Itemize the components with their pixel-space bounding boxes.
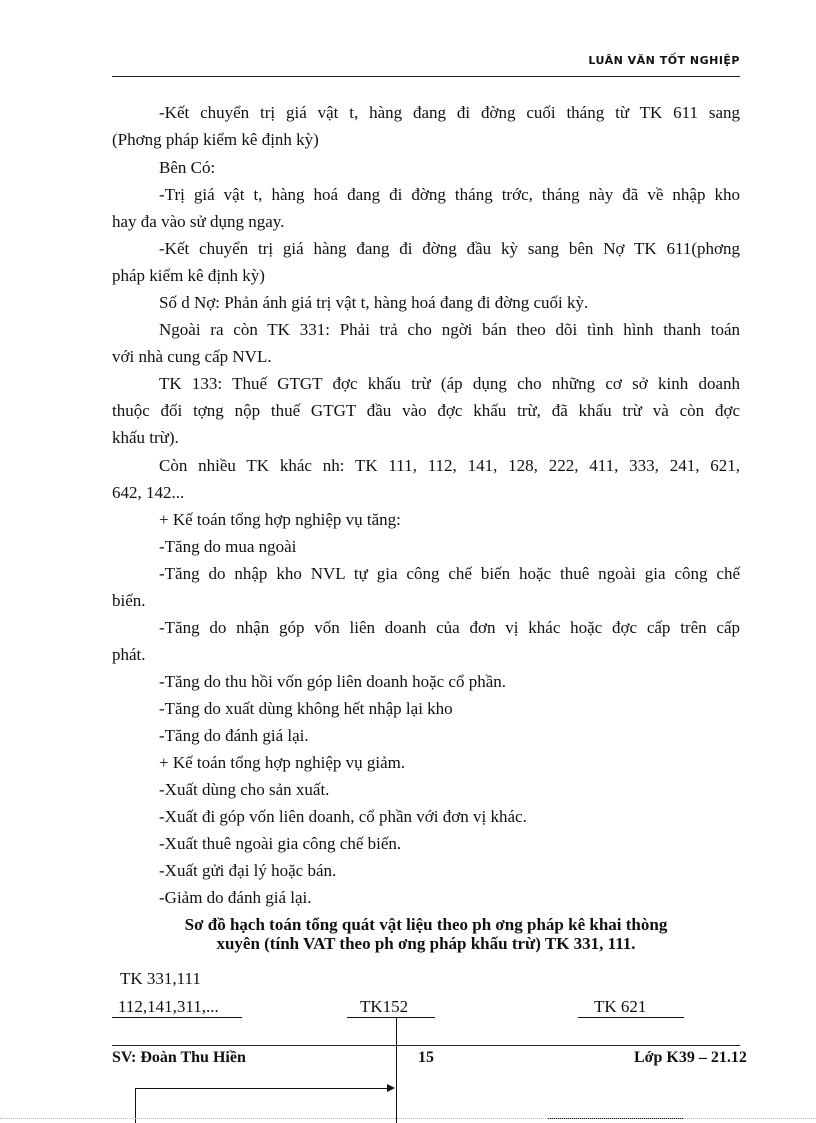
diagram-t-account-rule-tk152 <box>347 1017 435 1018</box>
body-line: hay đa vào sử dụng ngay. <box>112 212 285 231</box>
body-line: -Tăng do nhập kho NVL tự gia công chế biến hoặc thuê ngoài gia công chế <box>159 564 740 583</box>
body-line: -Tăng do nhận góp vốn liên doanh của đơn vị khác hoặc đợc cấp trên cấp <box>159 618 740 637</box>
body-line: -Kết chuyển trị giá hàng đang đi đờng đầu kỳ sang bên Nợ TK 611(phơng <box>159 239 740 258</box>
arrowhead-icon <box>387 1084 395 1092</box>
diagram-label-accounts: 112,141,311,... <box>118 997 219 1016</box>
diagram-label-tk331: TK 331,111 <box>120 969 201 988</box>
page-bottom-edge <box>0 1118 816 1119</box>
body-line: -Tăng do mua ngoài <box>159 537 297 556</box>
body-line: khấu trừ). <box>112 428 179 447</box>
body-line: biến. <box>112 591 146 610</box>
body-line: -Xuất đi góp vốn liên doanh, cổ phần với đơn vị khác. <box>159 807 527 826</box>
body-line: thuộc đối tợng nộp thuế GTGT đầu vào đợc khấu trừ, đã khấu trừ và còn đợc <box>112 401 740 420</box>
header-rule <box>112 76 740 77</box>
diagram-t-account-rule-left <box>112 1017 242 1018</box>
body-line: (Phơng pháp kiểm kê định kỳ) <box>112 130 319 149</box>
diagram-label-tk152: TK152 <box>360 997 409 1016</box>
body-line: -Tăng do xuất dùng không hết nhập lại kho <box>159 699 453 718</box>
body-line: pháp kiểm kê định kỳ) <box>112 266 265 285</box>
diagram-t-account-rule-tk621 <box>578 1017 684 1018</box>
body-line: Còn nhiều TK khác nh: TK 111, 112, 141, 128, 222, 411, 333, 241, 621, <box>159 456 740 475</box>
diagram-title-line2: xuyên (tính VAT theo ph ơng pháp khấu trừ) TK 331, 111. <box>216 934 636 953</box>
body-line: Ngoài ra còn TK 331: Phải trả cho ngời bán theo dõi tình hình thanh toán <box>159 320 740 339</box>
footer-page-number: 15 <box>418 1049 434 1066</box>
body-line: -Trị giá vật t, hàng hoá đang đi đờng tháng trớc, tháng này đã về nhập kho <box>159 185 740 204</box>
diagram-title-line1: Sơ đồ hạch toán tổng quát vật liệu theo ph ơng pháp kê khai thòng <box>184 915 668 934</box>
body-line: TK 133: Thuế GTGT đợc khấu trừ (áp dụng cho những cơ sở kinh doanh <box>159 374 740 393</box>
body-line: Số d Nợ: Phản ánh giá trị vật t, hàng hoá đang đi đờng cuối kỳ. <box>159 293 589 312</box>
diagram-tk152-axis <box>396 1017 397 1123</box>
diagram-connector-arrow-line <box>135 1088 387 1089</box>
body-line: + Kế toán tổng hợp nghiệp vụ tăng: <box>159 510 401 529</box>
body-line: -Tăng do đánh giá lại. <box>159 726 309 745</box>
body-line: với nhà cung cấp NVL. <box>112 347 272 366</box>
footer-class: Lớp K39 – 21.12 <box>634 1049 747 1066</box>
diagram-label-tk621: TK 621 <box>594 997 647 1016</box>
body-line: -Kết chuyển trị giá vật t, hàng đang đi đờng cuối tháng từ TK 611 sang <box>159 103 740 122</box>
body-line: -Xuất dùng cho sản xuất. <box>159 780 330 799</box>
body-line: + Kế toán tổng hợp nghiệp vụ giảm. <box>159 753 406 772</box>
body-line: -Tăng do thu hồi vốn góp liên doanh hoặc cổ phần. <box>159 672 507 691</box>
header-title: LUÂN VĂN TỐT NGHIỆP <box>588 54 740 67</box>
footer-rule <box>112 1045 740 1046</box>
body-line: 642, 142... <box>112 483 185 502</box>
body-line: phát. <box>112 645 146 664</box>
body-line: -Xuất thuê ngoài gia công chế biến. <box>159 834 402 853</box>
body-line: Bên Có: <box>159 158 216 177</box>
body-line: -Xuất gửi đại lý hoặc bán. <box>159 861 337 880</box>
footer-student: SV: Đoàn Thu Hiền <box>112 1049 246 1066</box>
body-line: -Giảm do đánh giá lại. <box>159 888 312 907</box>
